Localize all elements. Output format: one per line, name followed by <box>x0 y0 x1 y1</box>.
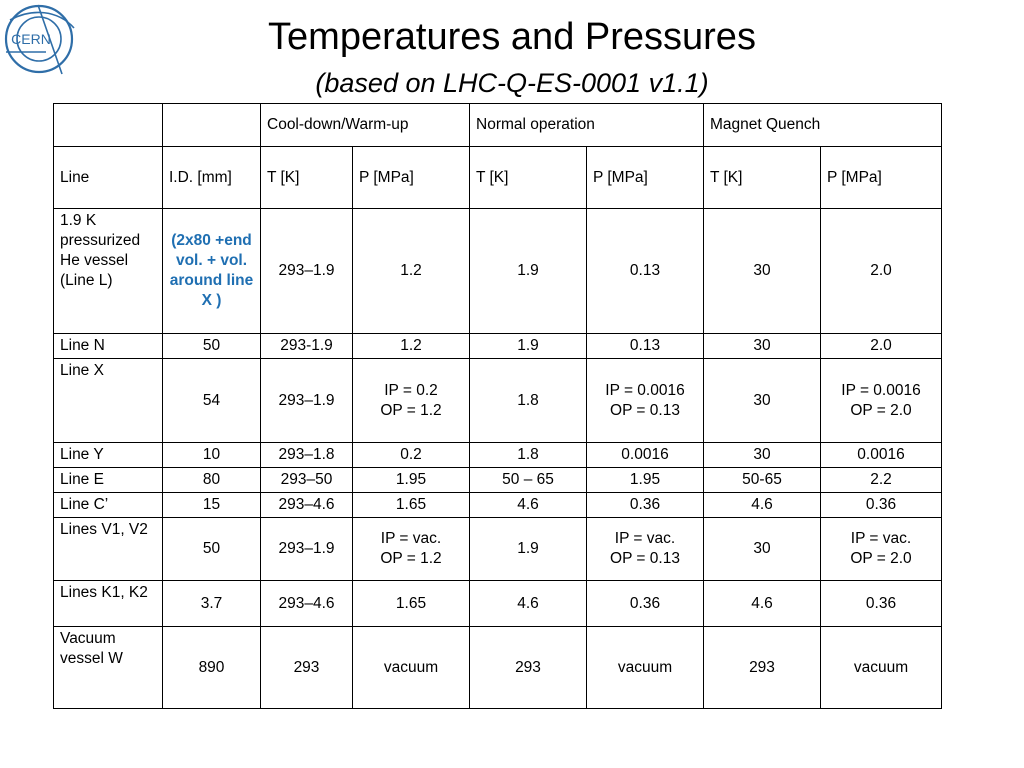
table-cell: 50-65 <box>704 468 821 493</box>
table-cell: 50 – 65 <box>470 468 587 493</box>
column-header-line: Line <box>54 147 163 209</box>
group-header-cooldown: Cool-down/Warm-up <box>261 104 470 147</box>
column-header-row <box>54 147 942 209</box>
table-cell: 10 <box>163 443 261 468</box>
row-label: Line X <box>54 359 163 443</box>
table-cell: 30 <box>704 209 821 334</box>
table-cell: 1.95 <box>353 468 470 493</box>
table-cell: 1.2 <box>353 209 470 334</box>
table-cell: IP = vac. OP = 2.0 <box>821 518 942 581</box>
cern-logo-text: CERN <box>11 31 51 47</box>
table-cell: 3.7 <box>163 581 261 627</box>
page-title: Temperatures and Pressures <box>268 16 756 58</box>
row-label: Vacuum vessel W <box>54 627 163 709</box>
table-row <box>54 334 942 359</box>
table-cell: 15 <box>163 493 261 518</box>
table-row <box>54 518 942 581</box>
table-cell: 54 <box>163 359 261 443</box>
table-cell: 293–4.6 <box>261 493 353 518</box>
table-cell: 293–1.9 <box>261 209 353 334</box>
table-cell: 0.13 <box>587 334 704 359</box>
table-cell: 2.0 <box>821 209 942 334</box>
table-cell: IP = vac. OP = 1.2 <box>353 518 470 581</box>
table-row <box>54 359 942 443</box>
table-cell: 30 <box>704 334 821 359</box>
table-cell: 4.6 <box>470 493 587 518</box>
table-cell: 293-1.9 <box>261 334 353 359</box>
table-cell: 1.9 <box>470 518 587 581</box>
table-cell: 30 <box>704 518 821 581</box>
row-label: Lines K1, K2 <box>54 581 163 627</box>
table-row <box>54 581 942 627</box>
table-cell: 30 <box>704 359 821 443</box>
table-cell: 293–50 <box>261 468 353 493</box>
page-subtitle: (based on LHC-Q-ES-0001 v1.1) <box>315 68 709 98</box>
table-cell: IP = 0.2 OP = 1.2 <box>353 359 470 443</box>
row-label: Line E <box>54 468 163 493</box>
row-label: Line C’ <box>54 493 163 518</box>
table-cell: IP = 0.0016 OP = 0.13 <box>587 359 704 443</box>
row-label: Line Y <box>54 443 163 468</box>
column-header-cooldown-t: T [K] <box>261 147 353 209</box>
table-cell: 293–1.9 <box>261 359 353 443</box>
temperatures-pressures-table <box>53 103 942 709</box>
table-cell: 30 <box>704 443 821 468</box>
table-cell: (2x80 +end vol. + vol. around line X ) <box>163 209 261 334</box>
table-cell: 0.36 <box>587 581 704 627</box>
table-cell: 1.9 <box>470 209 587 334</box>
group-header-blank-1 <box>54 104 163 147</box>
table-cell: 2.2 <box>821 468 942 493</box>
table-cell: IP = 0.0016 OP = 2.0 <box>821 359 942 443</box>
table-cell: 0.13 <box>587 209 704 334</box>
group-header-normal: Normal operation <box>470 104 704 147</box>
table-cell: 1.8 <box>470 443 587 468</box>
table-cell: 50 <box>163 334 261 359</box>
table-cell: 293 <box>261 627 353 709</box>
table-cell: 0.36 <box>821 581 942 627</box>
column-header-normal-p: P [MPa] <box>587 147 704 209</box>
row-label: Line N <box>54 334 163 359</box>
table-cell: 1.8 <box>470 359 587 443</box>
table-cell: vacuum <box>353 627 470 709</box>
table-cell: 0.0016 <box>587 443 704 468</box>
table-cell: 4.6 <box>704 581 821 627</box>
table-cell: 1.65 <box>353 581 470 627</box>
table-cell: 4.6 <box>470 581 587 627</box>
table-row <box>54 443 942 468</box>
row-label: 1.9 K pressurized He vessel (Line L) <box>54 209 163 334</box>
group-header-blank-2 <box>163 104 261 147</box>
table-cell: 1.95 <box>587 468 704 493</box>
column-header-quench-p: P [MPa] <box>821 147 942 209</box>
table-cell: 80 <box>163 468 261 493</box>
column-header-quench-t: T [K] <box>704 147 821 209</box>
table-row <box>54 209 942 334</box>
table-cell: 293–1.9 <box>261 518 353 581</box>
column-header-id: I.D. [mm] <box>163 147 261 209</box>
table-row <box>54 627 942 709</box>
column-header-normal-t: T [K] <box>470 147 587 209</box>
table-cell: 293 <box>704 627 821 709</box>
column-header-cooldown-p: P [MPa] <box>353 147 470 209</box>
table-cell: 0.0016 <box>821 443 942 468</box>
table-cell: 0.2 <box>353 443 470 468</box>
table-cell: 0.36 <box>821 493 942 518</box>
table-cell: 890 <box>163 627 261 709</box>
table-cell: 1.65 <box>353 493 470 518</box>
group-header-quench: Magnet Quench <box>704 104 942 147</box>
table-cell: 293–1.8 <box>261 443 353 468</box>
table-cell: vacuum <box>821 627 942 709</box>
table-cell: 0.36 <box>587 493 704 518</box>
table-cell: vacuum <box>587 627 704 709</box>
table-cell: 2.0 <box>821 334 942 359</box>
table-cell: 1.9 <box>470 334 587 359</box>
table-cell: 1.2 <box>353 334 470 359</box>
table-cell: 50 <box>163 518 261 581</box>
table-row <box>54 468 942 493</box>
table-cell: IP = vac. OP = 0.13 <box>587 518 704 581</box>
table-cell: 293 <box>470 627 587 709</box>
table-cell: 293–4.6 <box>261 581 353 627</box>
row-label: Lines V1, V2 <box>54 518 163 581</box>
table-row <box>54 493 942 518</box>
group-header-row <box>54 104 942 147</box>
table-cell: 4.6 <box>704 493 821 518</box>
